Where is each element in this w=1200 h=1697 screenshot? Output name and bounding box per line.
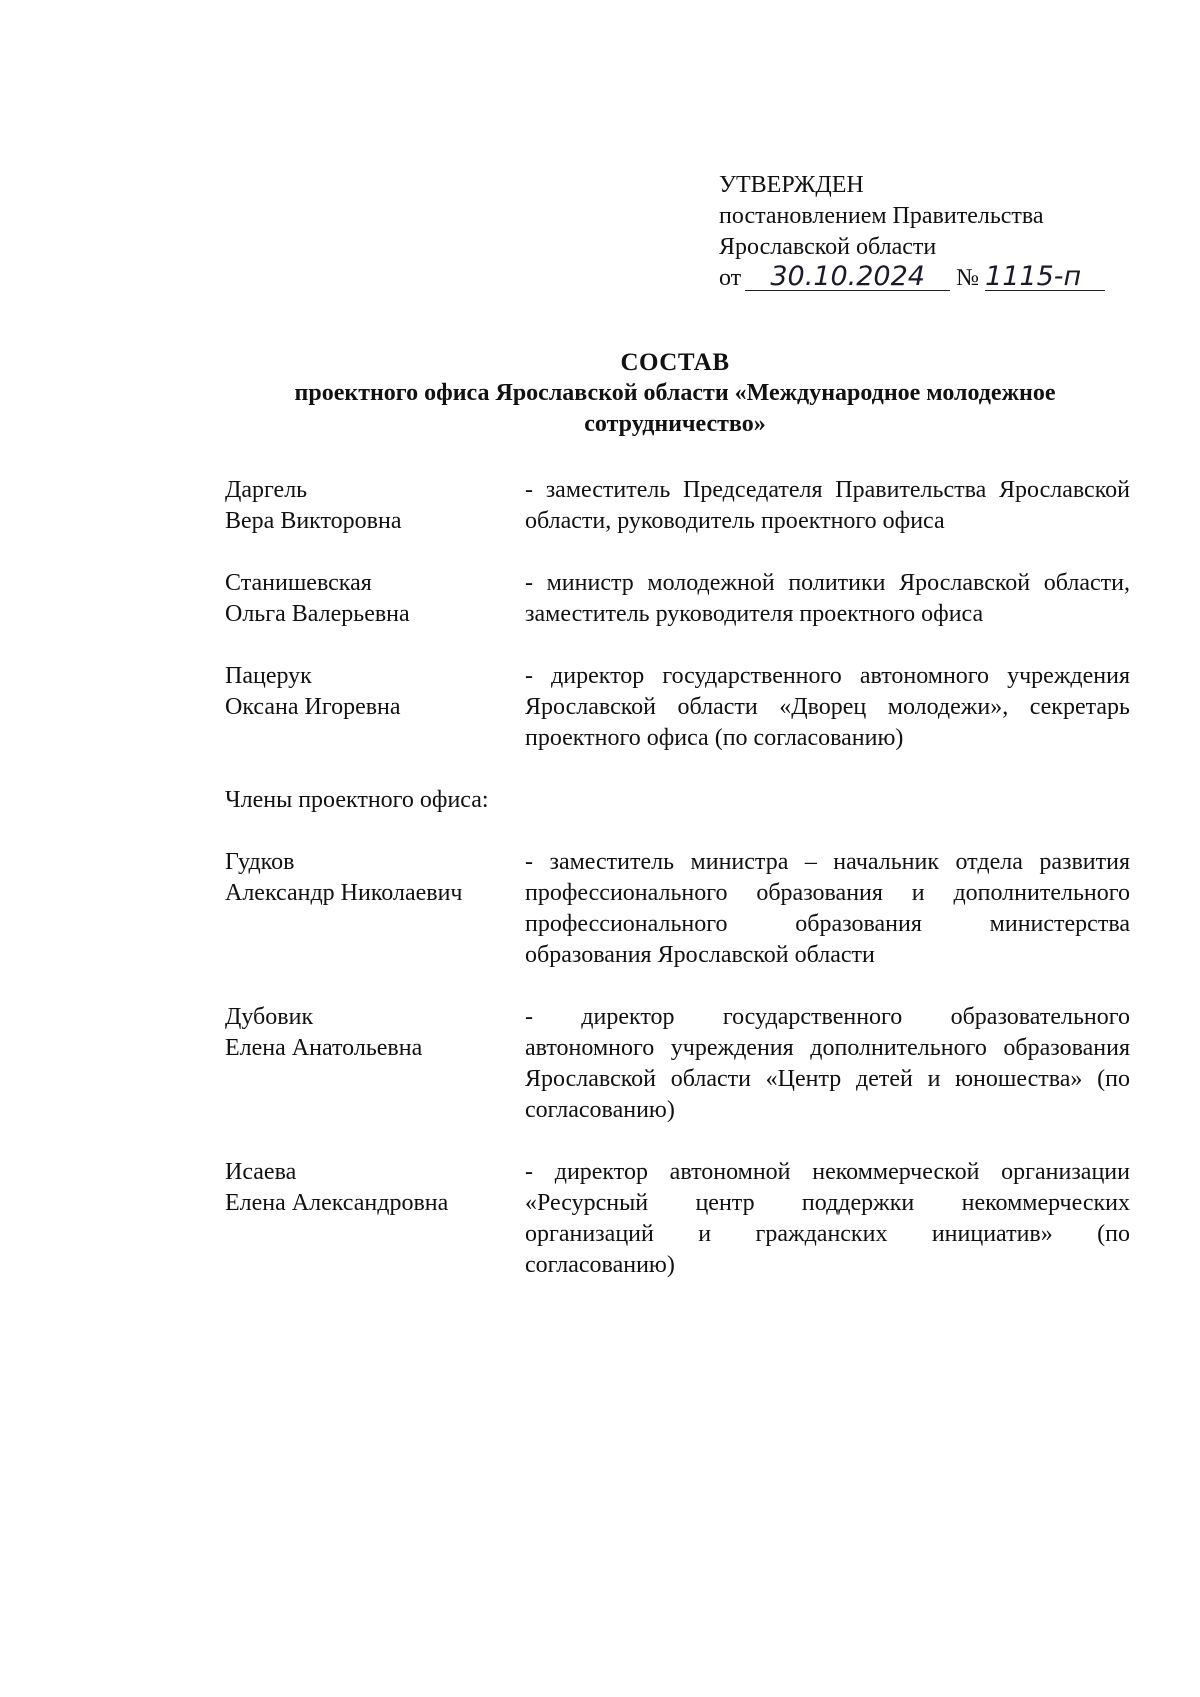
title-subtitle-line2: сотрудничество» [584,411,766,437]
approval-region: Ярославской области [719,234,937,260]
member-role: - директор государственного автономного учреждения Ярославской области «Дворец молодежи», секретарь проектного офиса (по согласованию) [525,663,1130,751]
member-name [225,1002,525,1126]
handwritten-date: 30.10.2024 [745,264,950,291]
member-surname: Дубовик [225,1004,314,1030]
member-name [225,661,525,754]
member-role: - директор государственного образовательного автономного учреждения дополнительного образования Ярославской области «Центр детей и юношества» (по согласованию) [525,1004,1130,1123]
member-name [225,847,525,971]
member-role: - заместитель министра – начальник отдела развития профессионального образования и дополнительного профессионального образования министерства образования Ярославской области [525,849,1130,968]
member-given-name: Ольга Валерьевна [225,601,410,627]
number-label: № [956,265,980,291]
list-item [225,661,1130,754]
member-role: - министр молодежной политики Ярославской области, заместитель руководителя проектного офиса [525,570,1130,627]
list-item [225,847,1130,971]
list-item [225,475,1130,537]
member-name [225,568,525,630]
member-role: - заместитель Председателя Правительства Ярославской области, руководитель проектного офиса [525,477,1130,534]
member-given-name: Вера Викторовна [225,508,402,534]
title-heading: СОСТАВ [620,349,730,376]
date-from-label: от [719,265,742,291]
title-subtitle-line1: проектного офиса Ярославской области «Международное молодежное [294,380,1056,406]
handwritten-number: 1115-п [985,264,1105,291]
approval-stamp [719,170,1139,294]
approval-date-number [719,263,1139,294]
member-surname: Даргель [225,477,308,503]
member-role: - директор автономной некоммерческой организации «Ресурсный центр поддержки некоммерческих организаций и гражданских инициатив» (по согласованию) [525,1159,1130,1278]
composition-list [225,475,1130,1312]
approval-authority: постановлением Правительства [719,203,1044,229]
member-surname: Исаева [225,1159,297,1185]
member-surname: Гудков [225,849,295,875]
member-surname: Пацерук [225,663,312,689]
list-item [225,1002,1130,1126]
member-given-name: Оксана Игоревна [225,694,401,720]
approval-heading: УТВЕРЖДЕН [719,172,864,198]
list-item [225,1157,1130,1281]
members-section-label: Члены проектного офиса: [225,787,489,813]
member-given-name: Елена Александровна [225,1190,449,1216]
member-name [225,1157,525,1281]
member-given-name: Елена Анатольевна [225,1035,423,1061]
member-surname: Станишевская [225,570,372,596]
member-name [225,475,525,537]
member-given-name: Александр Николаевич [225,880,463,906]
list-item [225,568,1130,630]
document-title [200,347,1150,440]
